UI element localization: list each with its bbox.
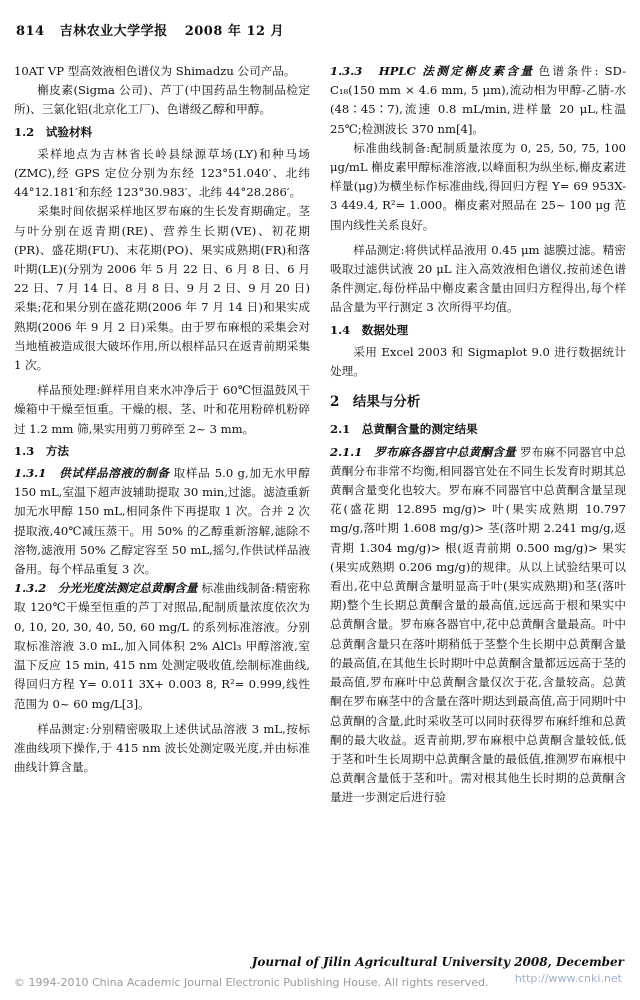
left-column (14, 62, 310, 777)
subsection-1-3-3 (330, 62, 626, 139)
subsection-1-3-1 (14, 464, 310, 579)
right-column (330, 62, 626, 808)
paragraph: 罗布麻不同器官中总黄酮分布非常不均衡,相同器官处在不同生长发育时期其总黄酮含量变化也较大。罗布麻不同器官中总黄酮含量呈现花(盛花期 12.895 mg/g)> 叶(果实成熟期 10.797 mg/g,落叶期 1.608 mg/g)> 茎(落叶期 2.241 mg/g,返青期 1.304 mg/g)> 根(返青前期 0.500 mg/g)> 果实(果实成熟期 0.206 mg/g)的规律。从以上试验结果可以看出,花中总黄酮含量明显高于叶(果实成熟期)和茎(落叶期)整个生长期总黄酮含量的最高值,远远高于根和果实中总黄酮含量。罗布麻各器官中,花中总黄酮含量最高。叶中总黄酮含量只在落叶期稍低于茎整个生长期中总黄酮含量的最高值,在其他生长时期叶中总黄酮含量都远远高于茎的最高值,罗布麻叶中总黄酮含量仅次于花,含量较高。总黄酮在罗布麻茎中的含量在落叶期达到最高值,高于同期叶中总黄酮的含量,此时采收茎可以同时获得罗布麻纤维和总黄酮的最大收益。返青前期,罗布麻根中总黄酮含量较低,低于茎和叶生长周期中总黄酮含量的最低值,推测罗布麻根中总黄酮含量低于茎和叶。需对根其他生长时期的总黄酮含量进一步测定后进行验 (330, 444, 626, 805)
paragraph: 采样地点为吉林省长岭县绿源草场(LY)和种马场(ZMC),经 GPS 定位分别为东经 123°51.040′、北纬 44°12.181′和东经 123°30.983′、北纬 44°28.286′。 (14, 146, 310, 200)
paragraph: 槲皮素(Sigma 公司)、芦丁(中国药品生物制品检定所)、三氯化铝(北京化工厂)、色谱级乙醇和甲醇。 (14, 83, 310, 117)
footer-journal-name: Journal of Jilin Agricultural University 2008, December (251, 955, 624, 969)
subsection-title: 1.3.2 分光光度法测定总黄酮含量 (14, 581, 198, 596)
paragraph: 10AT VP 型高效液相色谱仪为 Shimadzu 公司产品。 (14, 64, 296, 78)
section-heading-2-1: 2.1 总黄酮含量的测定结果 (330, 422, 478, 437)
copyright-notice: © 1994-2010 China Academic Journal Electronic Publishing House. All rights reserved. (14, 976, 489, 989)
paragraph: 标准曲线制备:精密称取 120℃干燥至恒重的芦丁对照品,配制质量浓度依次为 0, 10, 20, 30, 40, 50, 60 mg/L 的系列标准溶液。分别取标准溶液 3.0 mL,加入同体积 2% AlCl₃ 甲醇溶液,室温下反应 15 min, 415 nm 处测定吸收值,绘制标准曲线,得回归方程 Y= 0.011 3X+ 0.003 8, R²= 0.999,线性范围为 0~ 60 mg/L[3]。 (14, 581, 310, 711)
watermark: http://www.cnki.net (514, 972, 622, 985)
paragraph: 样品测定:将供试样品液用 0.45 μm 滤膜过滤。精密吸取过滤供试液 20 μL 注入高效液相色谱仪,按前述色谱条件测定,每份样品中槲皮素含量由回归方程得出,每个样品含量为平行测定 3 次所得平均值。 (330, 242, 626, 315)
page-header (16, 20, 624, 39)
paragraph: 采集时间依据采样地区罗布麻的生长发育期确定。茎与叶分别在返青期(RE)、营养生长期(VE)、初花期(PR)、盛花期(FU)、末花期(PO)、果实成熟期(FR)和落叶期(LE)(分别为 2006 年 5 月 22 日、6 月 8 日、6 月 22 日、7 月 14 日、8 月 8 日、9 月 2 日、9 月 20 日)采集;花和果分别在盛花期(2006 年 7 月 14 日)和果实成熟期(2006 年 9 月 2 日)采集。由于罗布麻根的采集会对当地植被造成很大破坏作用,所以根样品只在返青前期采集 1 次。 (14, 204, 310, 373)
subsection-title: 2.1.1 罗布麻各器官中总黄酮含量 (330, 444, 516, 459)
paragraph: 标准曲线制备:配制质量浓度为 0, 25, 50, 75, 100 μg/mL 槲皮素甲醇标准溶液,以峰面积为纵坐标,槲皮素进样量(μg)为横坐标作标准曲线,得回归方程 Y= 69 953X- 3 449.4, R²= 1.000。槲皮素对照品在 25~ 100 μg 范围内线性关系良好。 (330, 140, 626, 232)
page-number: 814 (16, 24, 45, 39)
subsection-2-1-1 (330, 443, 626, 808)
paragraph: 样品测定:分别精密吸取上述供试品溶液 3 mL,按标准曲线项下操作,于 415 nm 波长处测定吸光度,并由标准曲线计算含量。 (14, 721, 310, 775)
paragraph: 取样品 5.0 g,加无水甲醇 150 mL,室温下超声波辅助提取 30 min,过滤。滤渣重新加无水甲醇 150 mL,相同条件下再提取 1 次。合并 2 次提取液,40℃减压蒸干。用 50% 的乙醇重新溶解,滤除不溶物,滤液用 50% 乙醇定容至 50 mL,摇匀,作供试样品液备用。每个样品重复 3 次。 (14, 466, 310, 577)
subsection-title: 1.3.1 供试样品溶液的制备 (14, 466, 170, 481)
subsection-1-3-2 (14, 579, 310, 713)
paragraph: 样品预处理:鲜样用自来水冲净后于 60℃恒温鼓风干燥箱中干燥至恒重。干燥的根、茎、叶和花用粉碎机粉碎过 1.2 mm 筛,果实用剪刀剪碎至 2~ 3 mm。 (14, 383, 310, 436)
section-heading-1-3: 1.3 方法 (14, 443, 69, 458)
subsection-title: 1.3.3 HPLC 法测定槲皮素含量 (330, 64, 535, 78)
journal-title: 吉林农业大学学报 (59, 24, 168, 39)
issue-date: 2008 年 12 月 (184, 24, 285, 39)
paragraph: 色谱条件: SD- C₁₈(150 mm × 4.6 mm, 5 μm),流动相为甲醇-乙腈-水(48∶45∶7),流速 0.8 mL/min,进样量 20 μL,柱温 25℃;检测波长 370 nm[4]。 (330, 64, 626, 136)
section-heading-1-2: 1.2 试验材料 (14, 124, 93, 139)
paragraph: 采用 Excel 2003 和 Sigmaplot 9.0 进行数据统计处理。 (330, 344, 626, 379)
section-heading-1-4: 1.4 数据处理 (330, 322, 409, 337)
section-heading-2: 2 结果与分析 (330, 394, 421, 411)
